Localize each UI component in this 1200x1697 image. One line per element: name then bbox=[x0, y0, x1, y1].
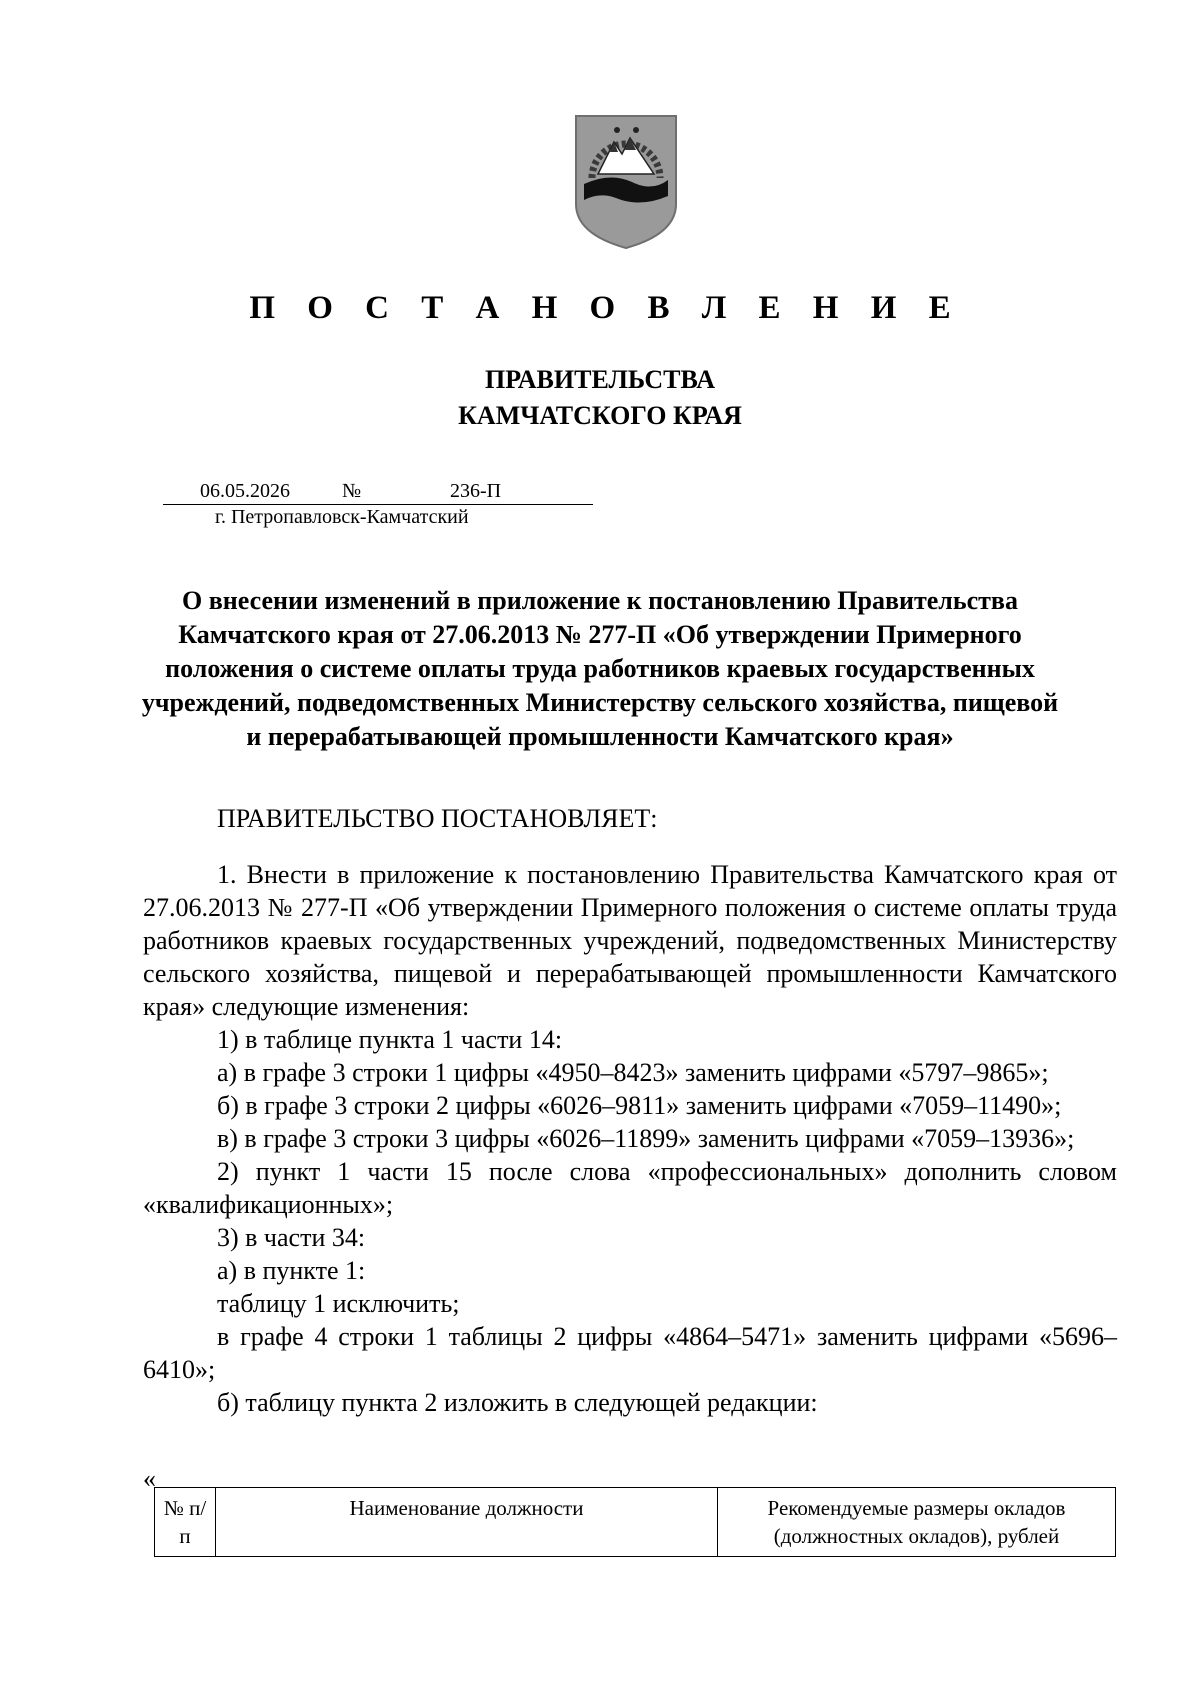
paragraph-1: 1. Внести в приложение к постановлению Правительства Камчатского края от 27.06.2013 № 277-П «Об утверждении Примерного положения о системе оплаты труда работников краевых государственных учреждений, подведомственных Министерству сельского хозяйства, пищевой и перерабатывающей промышленности Камчатского края» следующие изменения: bbox=[143, 860, 1117, 1021]
paragraph-1-1-b: б) в графе 3 строки 2 цифры «6026–9811» заменить цифрами «7059–11490»; bbox=[217, 1091, 1062, 1120]
issuer-line-2: КАМЧАТСКОГО КРАЯ bbox=[458, 401, 742, 430]
paragraph-1-2: 2) пункт 1 части 15 после слова «профессиональных» дополнить словом «квалификационных»; bbox=[143, 1157, 1117, 1219]
issuer-block bbox=[0, 362, 1200, 434]
document-type-title: П О С Т А Н О В Л Е Н И Е bbox=[249, 290, 963, 326]
number-sign: № bbox=[342, 480, 362, 502]
paragraph-1-3-a: а) в пункте 1: bbox=[217, 1256, 366, 1285]
paragraph-1-1-v: в) в графе 3 строки 3 цифры «6026–11899» заменить цифрами «7059–13936»; bbox=[217, 1124, 1075, 1153]
column-header-position: Наименование должности bbox=[216, 1488, 718, 1557]
column-header-number: № п/п bbox=[155, 1488, 216, 1557]
issuer-line-1: ПРАВИТЕЛЬСТВА bbox=[485, 365, 715, 394]
column-header-salary: Рекомендуемые размеры окладов (должностных окладов), рублей bbox=[718, 1488, 1116, 1557]
document-date: 06.05.2026 bbox=[200, 480, 290, 502]
decree-phrase: ПРАВИТЕЛЬСТВО ПОСТАНОВЛЯЕТ: bbox=[217, 804, 658, 833]
opening-quote: « bbox=[143, 1464, 156, 1493]
document-subject: О внесении изменений в приложение к постановлению Правительства Камчатского края от 27.06.2013 № 277-П «Об утверждении Примерного положения о системе оплаты труда работников краевых государственных учреждений, подведомственных Министерству сельского хозяйства, пищевой и перерабатывающей промышленности Камчатского края» bbox=[141, 586, 1059, 751]
paragraph-table1: таблицу 1 исключить; bbox=[217, 1289, 460, 1318]
paragraph-table2: в графе 4 строки 1 таблицы 2 цифры «4864–5471» заменить цифрами «5696–6410»; bbox=[143, 1322, 1117, 1384]
kamchatka-coat-of-arms-icon bbox=[570, 112, 682, 252]
document-city: г. Петропавловск-Камчатский bbox=[215, 506, 469, 528]
document-body bbox=[143, 858, 1117, 1419]
document-number: 236-П bbox=[450, 480, 502, 502]
table-header-row bbox=[155, 1488, 1116, 1557]
paragraph-1-1-a: а) в графе 3 строки 1 цифры «4950–8423» заменить цифрами «5797–9865»; bbox=[217, 1058, 1049, 1087]
paragraph-1-3-b: б) таблицу пункта 2 изложить в следующей редакции: bbox=[217, 1388, 818, 1417]
paragraph-1-1: 1) в таблице пункта 1 части 14: bbox=[217, 1025, 563, 1054]
positions-table bbox=[154, 1487, 1116, 1557]
paragraph-1-3: 3) в части 34: bbox=[217, 1223, 366, 1252]
